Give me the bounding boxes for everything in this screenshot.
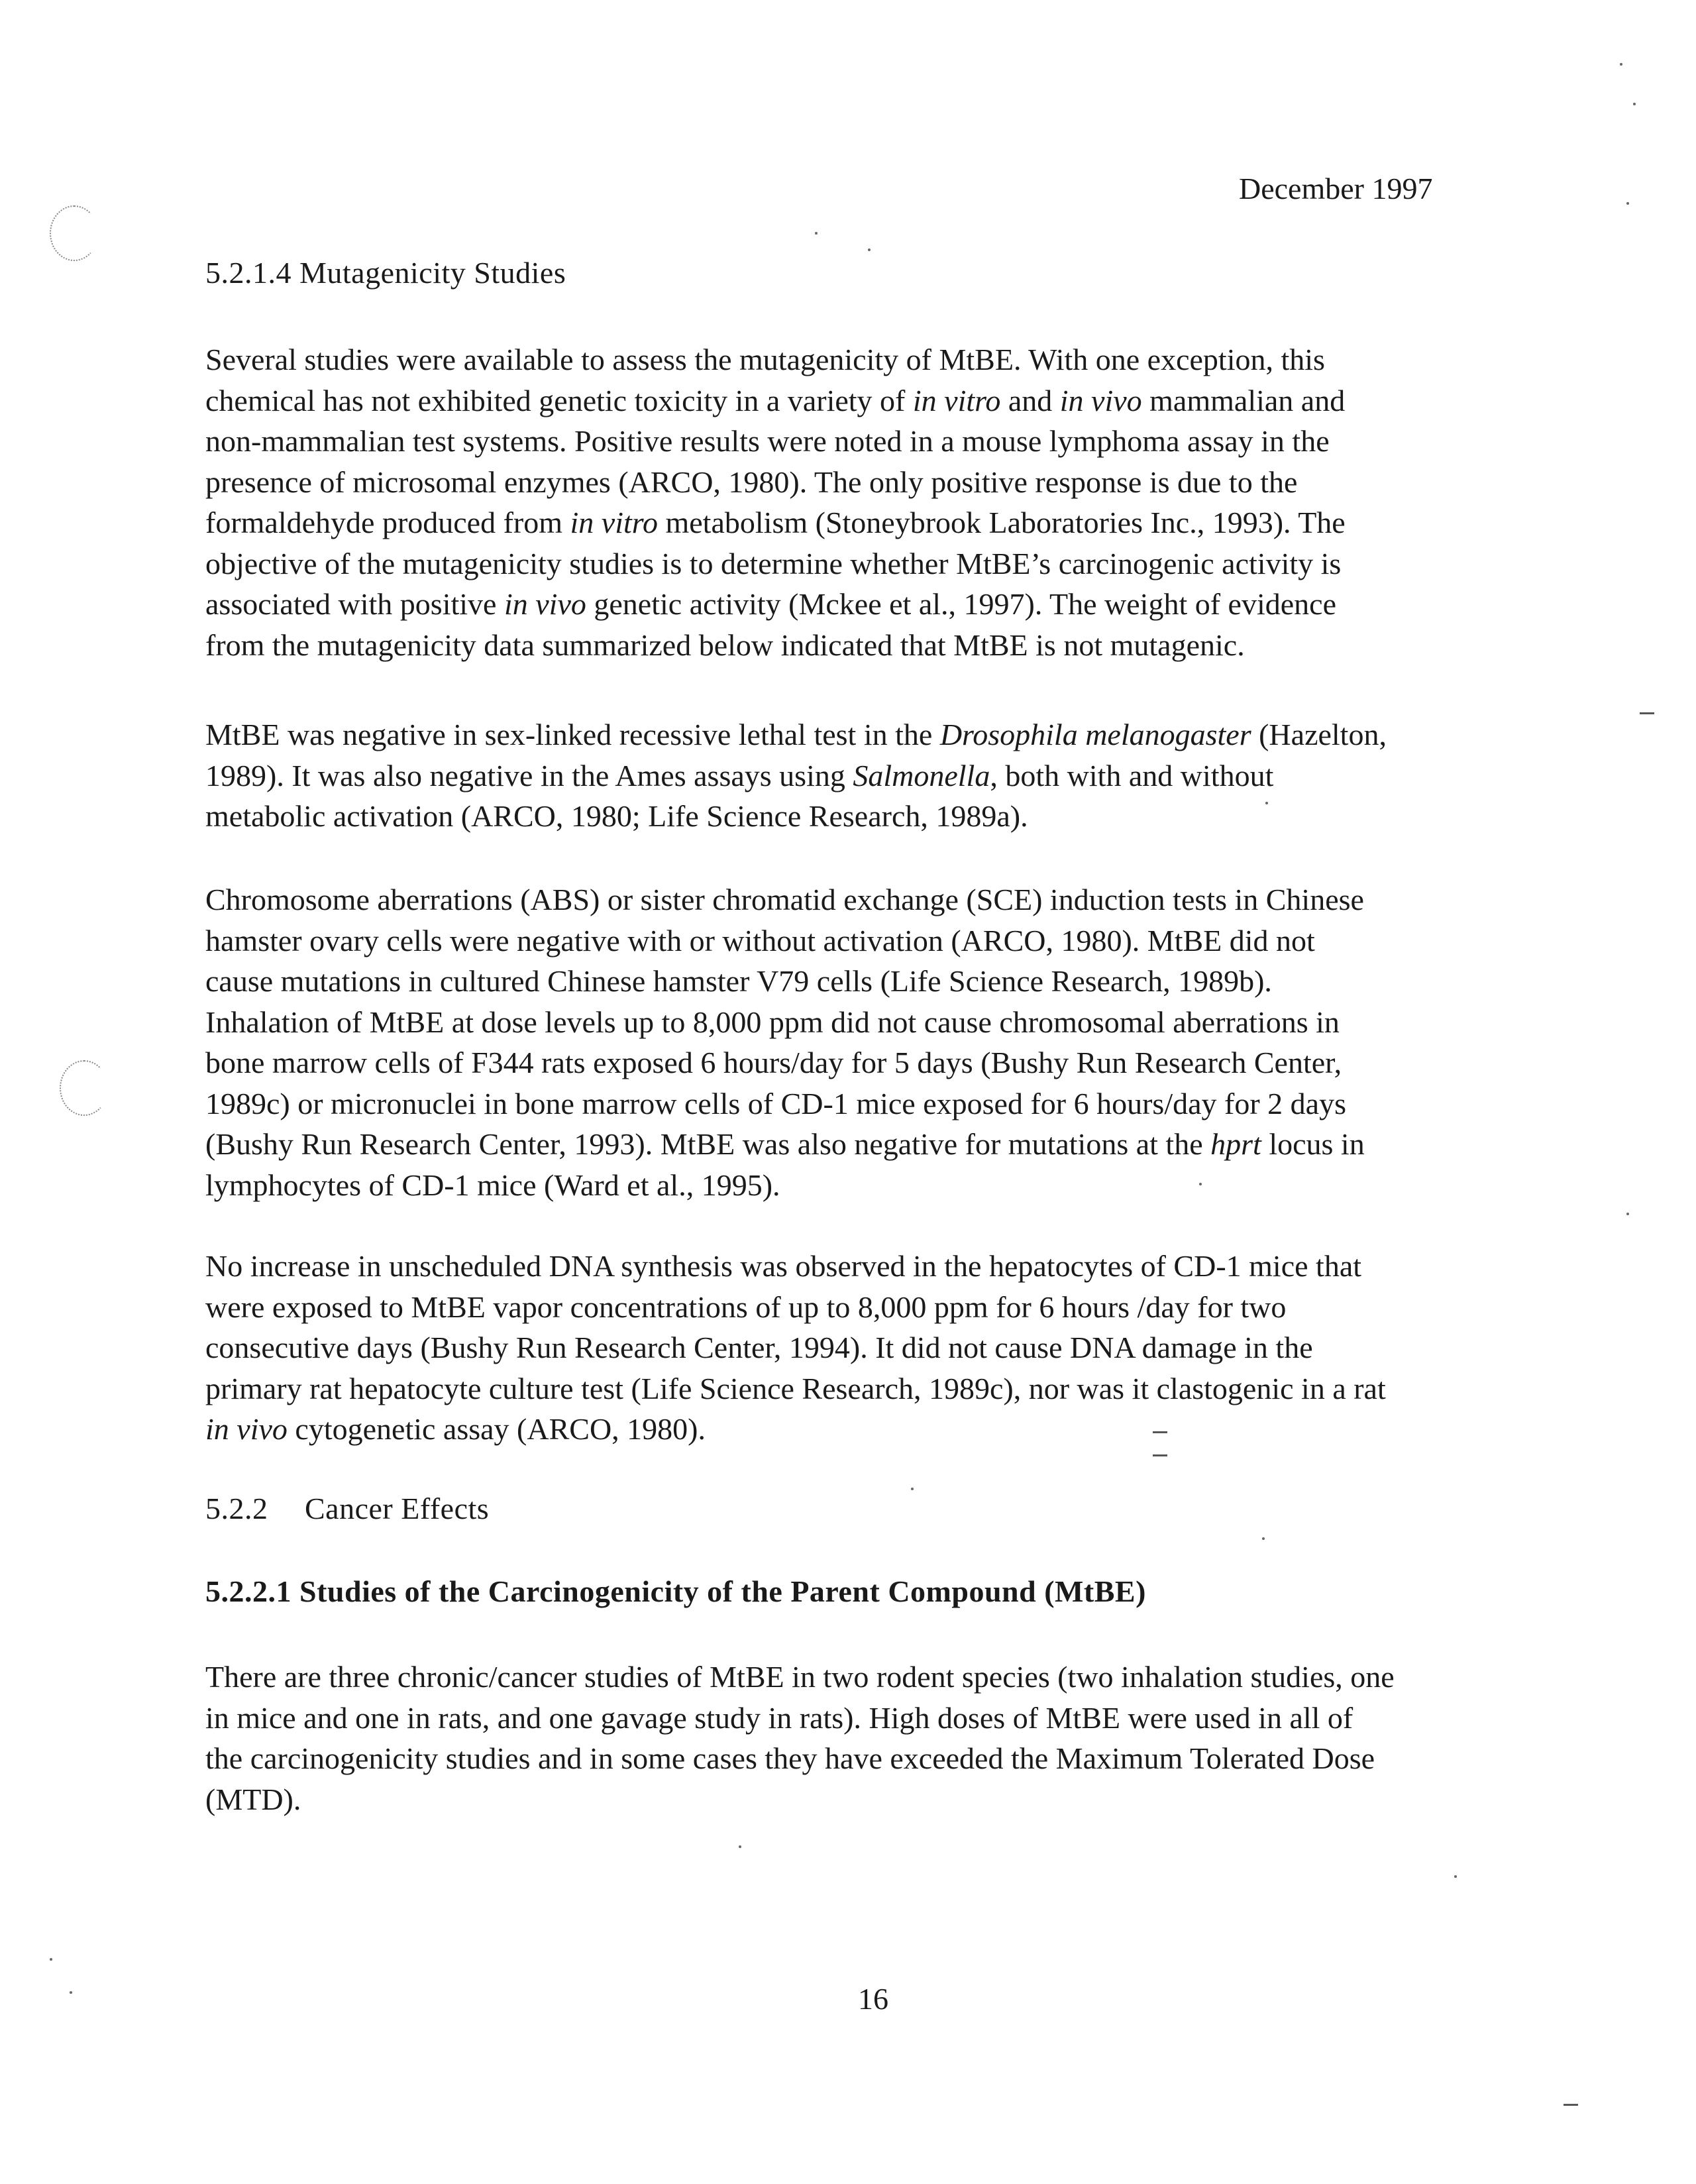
text-line: Several studies were available to assess the mutagenicity of MtBE. With one exception, this [205, 343, 1325, 376]
text-line: non-mammalian test systems. Positive results were noted in a mouse lymphoma assay in the [205, 424, 1330, 458]
paragraph-carcinogenicity-studies [205, 1657, 1544, 1820]
scan-speck [70, 1991, 72, 1994]
section-title: Cancer Effects [305, 1492, 490, 1525]
paragraph-chromosome-aberrations [205, 879, 1544, 1205]
text-line: 1989). It was also negative in the Ames assays using Salmonella, both with and without [205, 758, 1274, 792]
text-line: the carcinogenicity studies and in some cases they have exceeded the Maximum Tolerated Dose [205, 1741, 1375, 1775]
scan-speck [1626, 1213, 1629, 1215]
scan-speck [739, 1845, 741, 1848]
text-line: Inhalation of MtBE at dose levels up to 8,000 ppm did not cause chromosomal aberrations in [205, 1005, 1340, 1039]
page-number: 16 [858, 1982, 888, 2016]
scan-speck [1262, 1537, 1265, 1540]
scan-dash [1153, 1431, 1167, 1433]
scan-speck [1265, 802, 1268, 804]
text-line: metabolic activation (ARCO, 1980; Life Science Research, 1989a). [205, 799, 1028, 833]
text-line: chemical has not exhibited genetic toxicity in a variety of in vitro and in vivo mammalian and [205, 383, 1346, 417]
scan-speck [1626, 202, 1629, 205]
text-line: There are three chronic/cancer studies of MtBE in two rodent species (two inhalation studies, one [205, 1660, 1395, 1694]
text-line: hamster ovary cells were negative with or without activation (ARCO, 1980). MtBE did not [205, 923, 1315, 957]
scan-speck [1620, 63, 1622, 66]
scan-speck [911, 1488, 914, 1490]
text-line: associated with positive in vivo genetic activity (Mckee et al., 1997). The weight of evidence [205, 587, 1336, 621]
text-line: presence of microsomal enzymes (ARCO, 1980). The only positive response is due to the [205, 464, 1298, 499]
text-line: (MTD). [205, 1782, 301, 1816]
scan-speck [868, 248, 871, 251]
scan-speck [1199, 1183, 1202, 1185]
text-line: lymphocytes of CD-1 mice (Ward et al., 1995). [205, 1168, 780, 1202]
text-line: in mice and one in rats, and one gavage study in rats). High doses of MtBE were used in all of [205, 1700, 1353, 1735]
scan-dash [1153, 1454, 1167, 1456]
section-number: 5.2.2 [205, 1492, 268, 1525]
section-heading-mutagenicity: 5.2.1.4 Mutagenicity Studies [205, 256, 566, 290]
scan-dash [1640, 712, 1654, 714]
text-line: No increase in unscheduled DNA synthesis was observed in the hepatocytes of CD-1 mice that [205, 1249, 1362, 1283]
text-line: MtBE was negative in sex-linked recessive lethal test in the Drosophila melanogaster (Hazelton, [205, 718, 1387, 751]
paragraph-dna-synthesis [205, 1246, 1544, 1450]
text-line: (Bushy Run Research Center, 1993). MtBE was also negative for mutations at the hprt locus in [205, 1127, 1365, 1161]
hole-punch-mark [50, 205, 99, 261]
scan-speck [1454, 1875, 1457, 1878]
text-line: formaldehyde produced from in vitro metabolism (Stoneybrook Laboratories Inc., 1993). The [205, 506, 1346, 539]
scan-speck [1633, 103, 1636, 105]
scan-speck [815, 232, 818, 235]
section-heading-cancer-effects [205, 1491, 489, 1526]
text-line: 1989c) or micronuclei in bone marrow cells of CD-1 mice exposed for 6 hours/day for 2 days [205, 1086, 1346, 1120]
text-line: were exposed to MtBE vapor concentrations of up to 8,000 ppm for 6 hours /day for two [205, 1289, 1287, 1324]
text-line: Chromosome aberrations (ABS) or sister chromatid exchange (SCE) induction tests in Chinese [205, 883, 1364, 916]
text-line: primary rat hepatocyte culture test (Life Science Research, 1989c), nor was it clastogenic in a rat [205, 1371, 1386, 1405]
text-line: in vivo cytogenetic assay (ARCO, 1980). [205, 1412, 706, 1446]
paragraph-drosophila-ames [205, 714, 1544, 837]
text-line: bone marrow cells of F344 rats exposed 6 hours/day for 5 days (Bushy Run Research Center, [205, 1046, 1342, 1079]
text-line: objective of the mutagenicity studies is to determine whether MtBE’s carcinogenic activity is [205, 546, 1342, 580]
scan-dash [1564, 2104, 1578, 2106]
hole-punch-mark [60, 1060, 109, 1116]
paragraph-mutagenicity-intro [205, 339, 1544, 665]
section-heading-carcinogenicity: 5.2.2.1 Studies of the Carcinogenicity of the Parent Compound (MtBE) [205, 1574, 1146, 1608]
text-line: from the mutagenicity data summarized below indicated that MtBE is not mutagenic. [205, 628, 1245, 662]
scan-speck [50, 1958, 52, 1961]
text-line: consecutive days (Bushy Run Research Center, 1994). It did not cause DNA damage in the [205, 1331, 1313, 1364]
text-line: cause mutations in cultured Chinese hamster V79 cells (Life Science Research, 1989b). [205, 964, 1272, 998]
document-date: December 1997 [1239, 172, 1433, 205]
